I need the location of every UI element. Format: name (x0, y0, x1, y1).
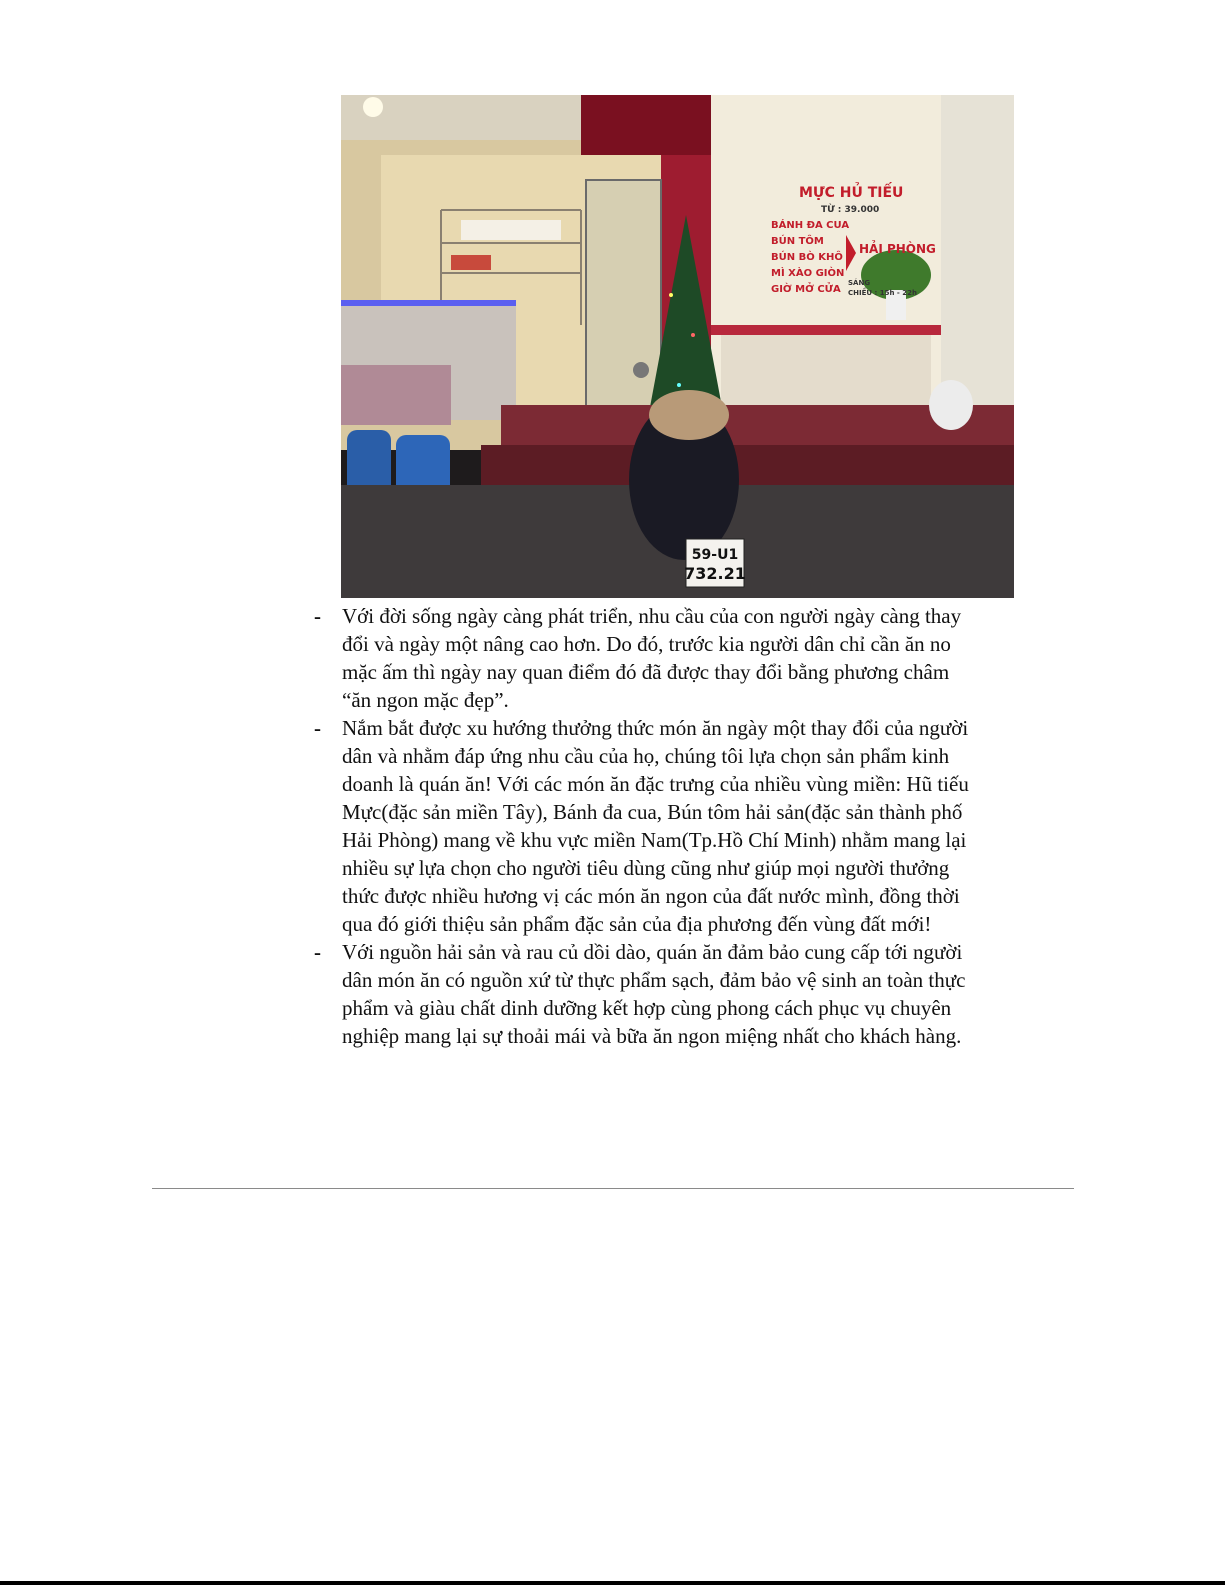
bullet-item (314, 602, 974, 714)
bullet-list (314, 602, 974, 1050)
bullet-item (314, 938, 974, 1050)
sign-hours: SÁNG (848, 279, 871, 287)
license-plate-line-2: 732.21 (684, 564, 746, 583)
sign-menu (771, 218, 849, 295)
bullet-text: Với đời sống ngày càng phát triển, nhu cầu của con người ngày càng thay đổi và ngày một nâng cao hơn. Do đó, trước kia người dân chỉ cần ăn no mặc ấm thì ngày nay quan điểm đó đã được thay đổi bằng phương châm “ăn ngon mặc đẹp”. (342, 604, 962, 712)
bullet-marker: - (314, 940, 321, 964)
storefront-photo (341, 95, 1014, 598)
bullet-marker: - (314, 716, 321, 740)
page-bottom-edge (0, 1581, 1225, 1585)
sign-menu-item: MÌ XÀO GIÒN (771, 268, 845, 279)
sign-title: MỰC HỦ TIẾU (799, 185, 904, 201)
sign-menu-item: GIỜ MỞ CỬA (771, 284, 841, 295)
sign-menu-item: BÚN BÒ KHÔ (771, 252, 843, 263)
bullet-item (314, 714, 974, 938)
license-plate-line-1: 59-U1 (691, 547, 739, 563)
storefront-illustration (341, 95, 1014, 598)
sign-price: TỪ : 39.000 (821, 205, 880, 215)
page-divider (152, 1188, 1074, 1189)
sign-hours: CHIỀU : 15h - 22h (848, 289, 917, 297)
sign-menu-item: BÚN TÔM (771, 236, 824, 247)
sign-menu-item: BÁNH ĐA CUA (771, 220, 850, 231)
bullet-text: Với nguồn hải sản và rau củ dồi dào, quán ăn đảm bảo cung cấp tới người dân món ăn có nguồn xứ từ thực phẩm sạch, đảm bảo vệ sinh an toàn thực phẩm và giàu chất dinh dưỡng kết hợp cùng phong cách phục vụ chuyên nghiệp mang lại sự thoải mái và bữa ăn ngon miệng nhất cho khách hàng. (342, 940, 966, 1048)
bullet-marker: - (314, 604, 321, 628)
bullet-text: Nắm bắt được xu hướng thưởng thức món ăn ngày một thay đổi của người dân và nhằm đáp ứng nhu cầu của họ, chúng tôi lựa chọn sản phẩm kinh doanh là quán ăn! Với các món ăn đặc trưng của nhiều vùng miền: Hũ tiếu Mực(đặc sản miền Tây), Bánh đa cua, Bún tôm hải sản(đặc sản thành phố Hải Phòng) mang về khu vực miền Nam(Tp.Hồ Chí Minh) nhằm mang lại nhiều sự lựa chọn cho người tiêu dùng cũng như giúp mọi người thưởng thức được nhiều hương vị các món ăn ngon của đất nước mình, đồng thời qua đó giới thiệu sản phẩm đặc sản của địa phương đến vùng đất mới! (342, 716, 969, 936)
sign-city: HẢI PHÒNG (859, 242, 936, 256)
